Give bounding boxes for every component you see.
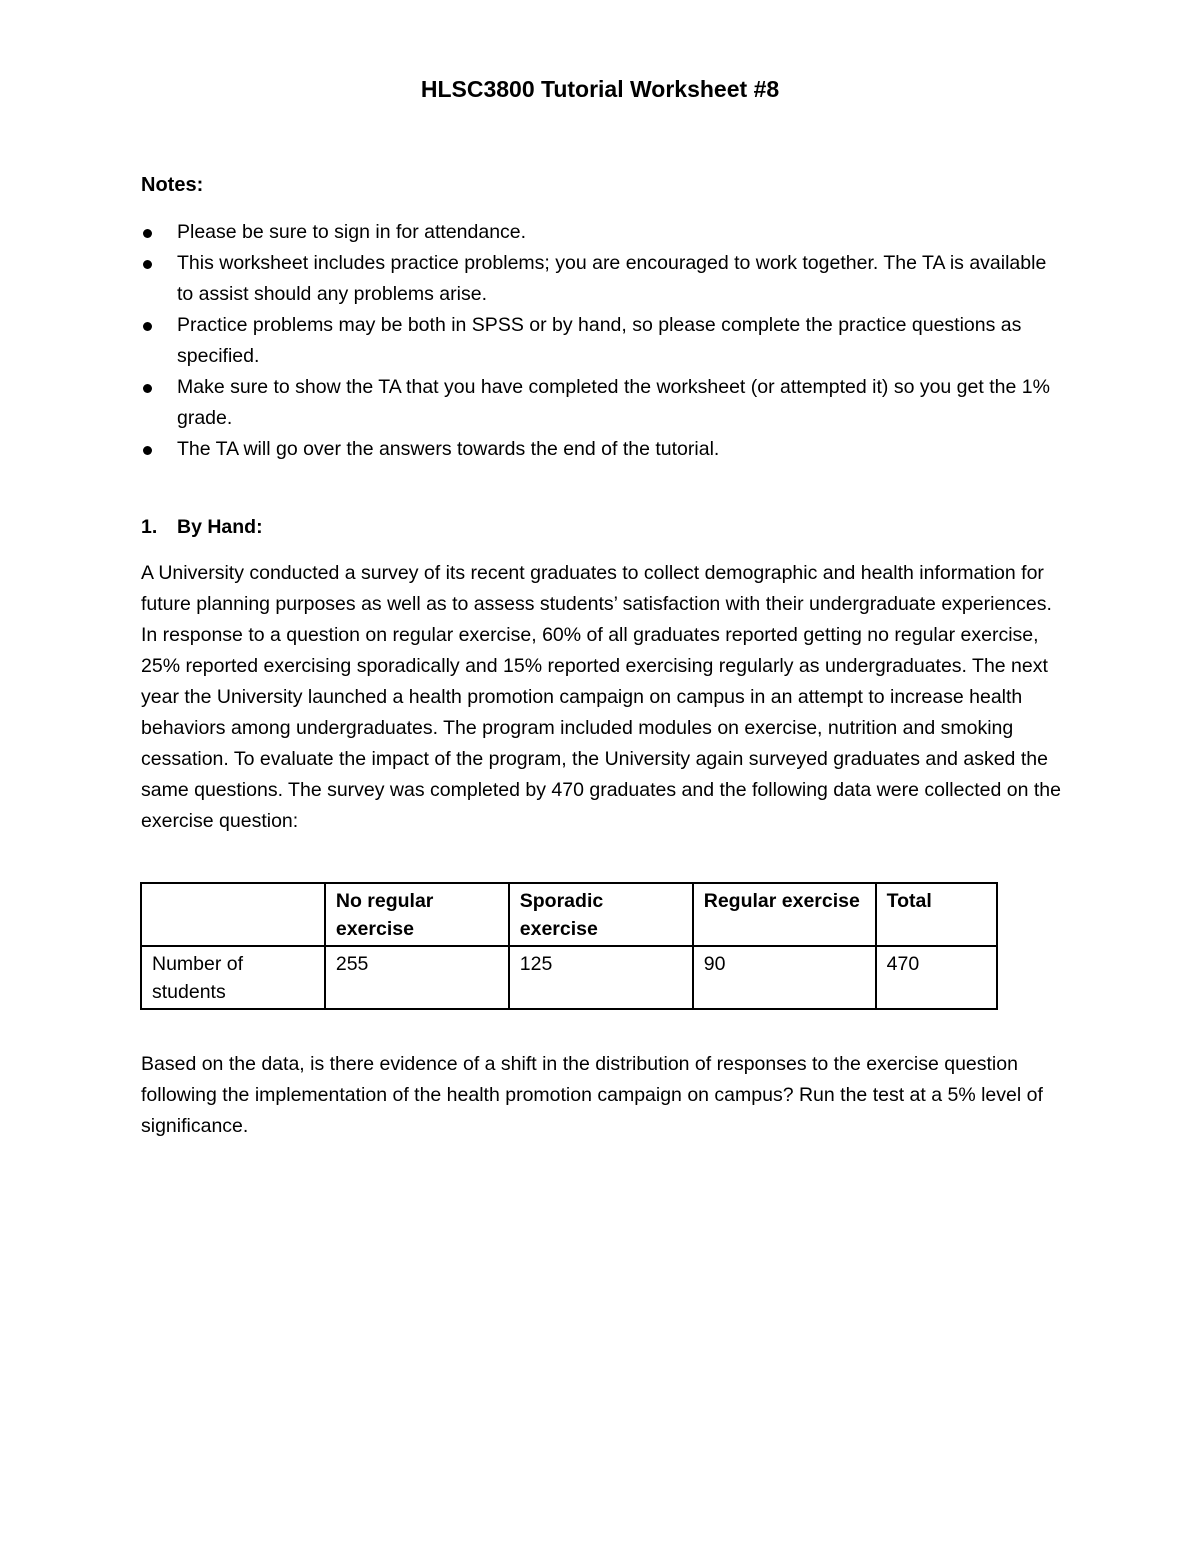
table-header-cell: Regular exercise <box>693 883 876 946</box>
problem-question: Based on the data, is there evidence of a shift in the distribution of responses to the exercise question following the implementation of the health promotion campaign on campus? Run the test at a 5% level of significance. <box>141 1053 1043 1137</box>
note-text: Please be sure to sign in for attendance. <box>177 221 527 243</box>
list-item <box>141 372 1061 434</box>
table-cell: 255 <box>325 946 509 1009</box>
table-row <box>141 946 997 1009</box>
section-heading <box>141 512 263 542</box>
table-header-cell: Total <box>876 883 997 946</box>
note-text: This worksheet includes practice problems; you are encouraged to work together. The TA is available to assist should any problems arise. <box>177 252 1047 305</box>
note-text: The TA will go over the answers towards the end of the tutorial. <box>177 438 720 460</box>
bullet-icon <box>143 229 152 238</box>
table-cell: Number of students <box>141 946 325 1009</box>
bullet-icon <box>143 260 152 269</box>
table-header-cell <box>141 883 325 946</box>
bullet-icon <box>143 446 152 455</box>
list-item <box>141 217 1061 248</box>
bullet-icon <box>143 322 152 331</box>
list-item <box>141 310 1061 372</box>
list-item <box>141 248 1061 310</box>
list-item <box>141 434 1061 465</box>
notes-heading: Notes: <box>141 174 204 196</box>
bullet-icon <box>143 384 152 393</box>
section-number: 1. <box>141 516 158 538</box>
note-text: Make sure to show the TA that you have completed the worksheet (or attempted it) so you get the 1% grade. <box>177 376 1050 429</box>
notes-list <box>141 217 1061 465</box>
note-text: Practice problems may be both in SPSS or by hand, so please complete the practice questions as specified. <box>177 314 1022 367</box>
page-title: HLSC3800 Tutorial Worksheet #8 <box>420 76 780 102</box>
table-cell: 125 <box>509 946 693 1009</box>
table-header-cell: Sporadic exercise <box>509 883 693 946</box>
table-cell: 90 <box>693 946 876 1009</box>
table-header-row <box>141 883 997 946</box>
table-header-cell: No regular exercise <box>325 883 509 946</box>
section-title: By Hand: <box>177 516 263 538</box>
problem-description: A University conducted a survey of its recent graduates to collect demographic and health information for future planning purposes as well as to assess students’ satisfaction with their undergraduate experiences. In response to a question on regular exercise, 60% of all graduates reported getting no regular exercise, 25% reported exercising sporadically and 15% reported exercising regularly as undergraduates. The next year the University launched a health promotion campaign on campus in an attempt to increase health behaviors among undergraduates. The program included modules on exercise, nutrition and smoking cessation. To evaluate the impact of the program, the University again surveyed graduates and asked the same questions. The survey was completed by 470 graduates and the following data were collected on the exercise question: <box>141 562 1061 832</box>
table-cell: 470 <box>876 946 997 1009</box>
exercise-data-table <box>140 882 998 1010</box>
